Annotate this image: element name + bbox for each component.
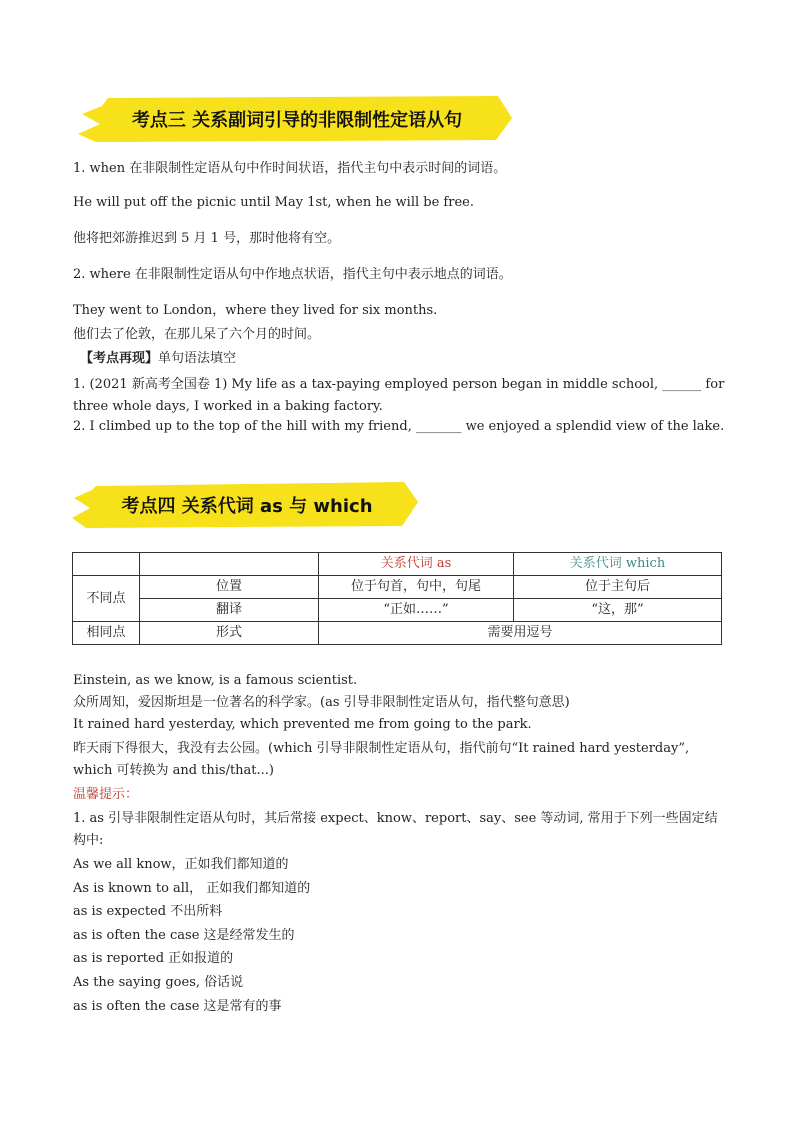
exercise-tag: 【考点再现】 <box>80 351 159 366</box>
phrase-item: As the saying goes, 俗话说 <box>73 975 244 990</box>
header-as: 关系代词 as <box>319 553 514 576</box>
table-row <box>73 599 722 622</box>
phrase-item: as is expected 不出所料 <box>73 904 223 919</box>
table-cell: “这，那” <box>514 599 722 622</box>
phrase-item: as is often the case 这是常有的事 <box>73 999 282 1014</box>
as-example-en: Einstein, as we know, is a famous scientist. <box>73 673 358 688</box>
table-cell: 位于主句后 <box>514 576 722 599</box>
comparison-table <box>72 552 722 645</box>
table-cell: 翻译 <box>140 599 319 622</box>
section3-banner <box>78 94 512 144</box>
as-example-cn: 众所周知，爱因斯坦是一位著名的科学家。(as 引导非限制性定语从句，指代整句意思) <box>73 695 570 710</box>
same-label: 相同点 <box>73 622 140 645</box>
tip-1: 1. as 引导非限制性定语从句时，其后常接 expect、know、report、say、see 等动词, 常用于下列一些固定结构中: <box>73 811 718 848</box>
where-example-en: They went to London，where they lived for six months. <box>73 303 438 318</box>
exercise-heading <box>80 350 740 368</box>
which-example-en: It rained hard yesterday, which prevented me from going to the park. <box>73 717 532 732</box>
where-example-cn: 他们去了伦敦，在那儿呆了六个月的时间。 <box>73 327 321 342</box>
question-1: 1. (2021 新高考全国卷 1) My life as a tax-paying employed person began in middle school, ______ for three whole days, I worked in a baking factory. <box>73 377 725 414</box>
section4-banner <box>72 480 418 530</box>
section3-title: 考点三 关系副词引导的非限制性定语从句 <box>131 110 463 131</box>
table-cell <box>73 553 140 576</box>
where-rule: 2. where 在非限制性定语从句中作地点状语，指代主句中表示地点的词语。 <box>73 267 512 282</box>
table-row <box>73 576 722 599</box>
phrase-item: As we all know，正如我们都知道的 <box>73 857 289 872</box>
phrase-item: as is reported 正如报道的 <box>73 951 234 966</box>
section4-title: 考点四 关系代词 as 与 which <box>121 496 373 517</box>
table-row <box>73 622 722 645</box>
when-example-cn: 他将把郊游推迟到 5 月 1 号，那时他将有空。 <box>73 231 341 246</box>
when-example-en: He will put off the picnic until May 1st, when he will be free. <box>73 195 474 210</box>
table-cell: “正如……” <box>319 599 514 622</box>
header-which: 关系代词 which <box>514 553 722 576</box>
tip-title: 温馨提示： <box>73 787 139 802</box>
when-rule: 1. when 在非限制性定语从句中作时间状语，指代主句中表示时间的词语。 <box>73 161 507 176</box>
table-cell: 需要用逗号 <box>319 622 722 645</box>
phrase-item: as is often the case 这是经常发生的 <box>73 928 295 943</box>
exercise-title: 单句语法填空 <box>158 351 237 366</box>
which-example-cn: 昨天雨下得很大，我没有去公园。(which 引导非限制性定语从句，指代前句“It rained hard yesterday”, which 可转换为 and this/that...) <box>73 741 690 778</box>
question-2: 2. I climbed up to the top of the hill with my friend, _______ we enjoyed a splendid view of the lake. <box>73 419 725 434</box>
diff-label: 不同点 <box>73 576 140 622</box>
table-header-row <box>73 553 722 576</box>
table-cell <box>140 553 319 576</box>
phrase-item: As is known to all， 正如我们都知道的 <box>73 881 311 896</box>
table-cell: 形式 <box>140 622 319 645</box>
table-cell: 位于句首，句中，句尾 <box>319 576 514 599</box>
table-cell: 位置 <box>140 576 319 599</box>
